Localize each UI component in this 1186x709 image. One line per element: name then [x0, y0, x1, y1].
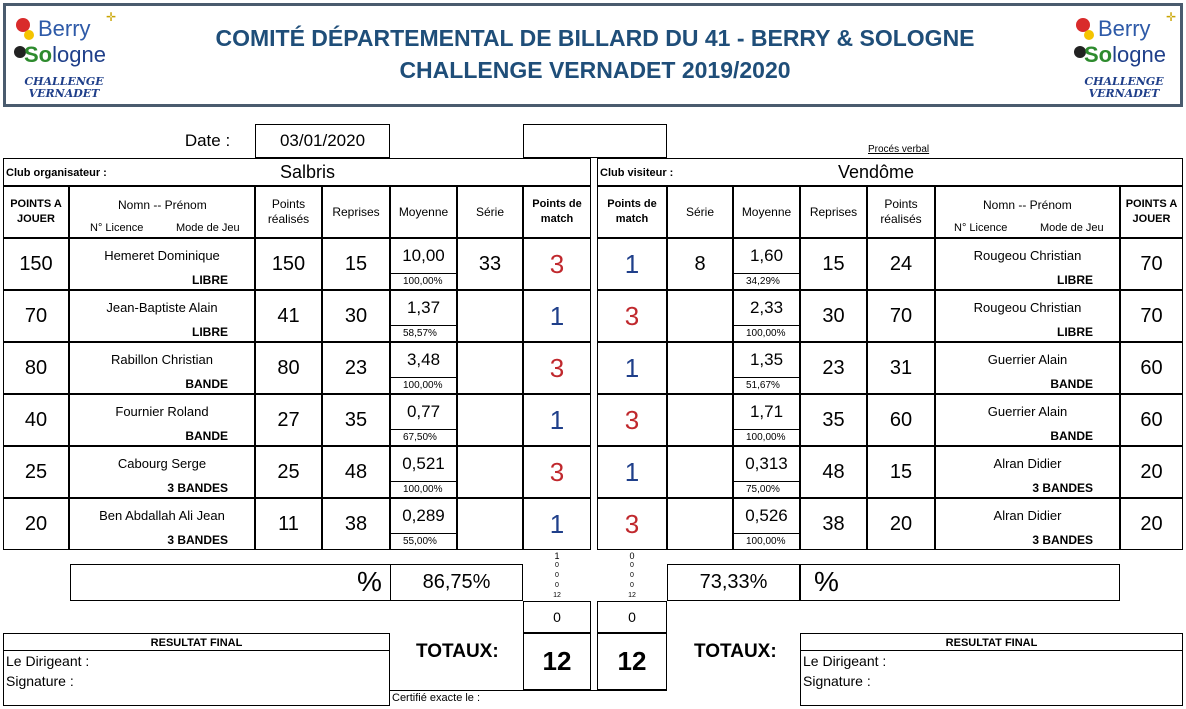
col-left-reprises: Reprises	[322, 186, 390, 238]
left-player-name[interactable]: Hemeret Dominique	[104, 248, 220, 263]
left-moyenne-cell	[390, 394, 457, 446]
right-mini-counts	[597, 551, 667, 601]
left-mini-count: 0	[555, 572, 559, 579]
right-reprises[interactable]: 15	[800, 238, 867, 290]
col-right-mode: Mode de Jeu	[1040, 222, 1104, 234]
right-moyenne: 0,526	[734, 499, 799, 534]
left-result-title: RESULTAT FINAL	[150, 637, 243, 649]
billiard-ball-yellow-icon	[1084, 30, 1094, 40]
right-moyenne: 1,71	[734, 395, 799, 430]
left-moyenne-cell	[390, 446, 457, 498]
right-serie[interactable]	[667, 290, 733, 342]
right-points-realises[interactable]: 70	[867, 290, 935, 342]
col-right-points-match: Points de match	[597, 186, 667, 238]
left-serie[interactable]	[457, 498, 523, 550]
left-points-match: 3	[523, 446, 591, 498]
left-moyenne-pct: 100,00%	[403, 380, 443, 391]
right-serie[interactable]	[667, 446, 733, 498]
col-right-points-a-jouer: POINTS A JOUER	[1120, 186, 1183, 238]
right-total-value: 12	[597, 633, 667, 690]
right-result-title: RESULTAT FINAL	[945, 637, 1038, 649]
right-player-mode[interactable]: BANDE	[1050, 429, 1093, 443]
right-moyenne-pct: 75,00%	[746, 484, 780, 495]
right-points-realises[interactable]: 15	[867, 446, 935, 498]
left-player-name[interactable]: Fournier Roland	[115, 404, 209, 419]
left-serie[interactable]	[457, 342, 523, 394]
left-mini-count: 0	[555, 582, 559, 589]
left-points-a-jouer[interactable]: 70	[3, 290, 69, 342]
right-result-box	[800, 633, 1183, 706]
right-player	[935, 290, 1120, 342]
right-moyenne: 1,60	[734, 239, 799, 274]
right-player	[935, 446, 1120, 498]
left-moyenne: 0,77	[391, 395, 456, 430]
logo-left	[8, 10, 118, 100]
col-left-name: Nomn -- Prénom	[118, 198, 207, 212]
right-moyenne-cell	[733, 446, 800, 498]
right-points-a-jouer[interactable]: 20	[1120, 446, 1183, 498]
right-reprises[interactable]: 38	[800, 498, 867, 550]
page-title: COMITÉ DÉPARTEMENTAL DE BILLARD DU 41 - BERRY & SOLOGNE	[215, 25, 975, 51]
left-reprises[interactable]: 23	[322, 342, 390, 394]
left-player-name[interactable]: Rabillon Christian	[111, 352, 213, 367]
right-mini-count: 0	[630, 572, 634, 579]
date-label: Date :	[184, 131, 231, 150]
certifie-label: Certifié exacte le :	[392, 692, 481, 704]
left-points-match: 1	[523, 394, 591, 446]
left-percent-value: 86,75%	[390, 564, 523, 601]
right-points-a-jouer[interactable]: 20	[1120, 498, 1183, 550]
right-player	[935, 394, 1120, 446]
right-points-realises[interactable]: 60	[867, 394, 935, 446]
right-moyenne-pct: 100,00%	[746, 432, 786, 443]
left-points-match: 1	[523, 498, 591, 550]
right-summary-box	[800, 564, 1120, 601]
left-player	[69, 394, 255, 446]
totaux-label: TOTAUX:	[416, 641, 499, 662]
footer-divider	[390, 690, 667, 691]
right-moyenne-pct: 51,67%	[746, 380, 780, 391]
right-points-realises[interactable]: 20	[867, 498, 935, 550]
right-moyenne-cell	[733, 394, 800, 446]
right-points-match: 1	[597, 342, 667, 394]
left-reprises[interactable]: 15	[322, 238, 390, 290]
page-subtitle: CHALLENGE VERNADET 2019/2020	[399, 57, 791, 83]
col-left-points-realises: Points réalisés	[255, 186, 322, 238]
left-serie[interactable]	[457, 394, 523, 446]
left-moyenne-pct: 100,00%	[403, 484, 443, 495]
col-right-reprises: Reprises	[800, 186, 867, 238]
right-player	[935, 342, 1120, 394]
left-mini-counts	[523, 551, 591, 601]
left-moyenne-pct: 67,50%	[403, 432, 437, 443]
logo-challenge-text: CHALLENGE VERNADET	[1084, 75, 1164, 100]
right-points-a-jouer[interactable]: 70	[1120, 290, 1183, 342]
billiard-ball-yellow-icon	[24, 30, 34, 40]
right-player-mode[interactable]: BANDE	[1050, 377, 1093, 391]
left-zero-cell: 0	[523, 601, 591, 633]
col-left-licence: N° Licence	[90, 222, 144, 234]
right-serie[interactable]	[667, 394, 733, 446]
right-player-mode[interactable]: 3 BANDES	[1032, 533, 1093, 547]
right-percent-value: 73,33%	[667, 564, 800, 601]
right-points-realises[interactable]: 31	[867, 342, 935, 394]
right-player-mode[interactable]: 3 BANDES	[1032, 481, 1093, 495]
date-field[interactable]: 03/01/2020	[255, 124, 390, 158]
left-moyenne: 3,48	[391, 343, 456, 378]
left-moyenne-cell	[390, 342, 457, 394]
logo-right	[1068, 10, 1178, 100]
right-player-name[interactable]: Guerrier Alain	[987, 404, 1068, 419]
left-total-value: 12	[523, 633, 591, 690]
left-points-realises[interactable]: 41	[255, 290, 322, 342]
col-right-moyenne: Moyenne	[733, 186, 800, 238]
right-player	[935, 238, 1120, 290]
left-player-mode[interactable]: BANDE	[185, 377, 228, 391]
right-moyenne: 1,35	[734, 343, 799, 378]
left-player-mode[interactable]: BANDE	[185, 429, 228, 443]
right-moyenne-cell	[733, 342, 800, 394]
proces-verbal-link[interactable]: Procés verbal	[868, 144, 930, 155]
right-reprises[interactable]: 30	[800, 290, 867, 342]
left-moyenne-pct: 55,00%	[403, 536, 437, 547]
left-mini-count: 1	[554, 551, 560, 561]
right-serie[interactable]: 8	[667, 238, 733, 290]
right-points-match: 1	[597, 446, 667, 498]
right-mini-count: 0	[630, 562, 634, 569]
left-moyenne: 0,289	[391, 499, 456, 534]
left-player-name[interactable]: Ben Abdallah Ali Jean	[99, 508, 225, 523]
left-moyenne: 10,00	[391, 239, 456, 274]
left-moyenne-cell	[390, 238, 457, 290]
col-right-name-header	[935, 186, 1120, 238]
left-percent-symbol: %	[357, 566, 382, 597]
left-serie[interactable]	[457, 290, 523, 342]
totaux-label-right: TOTAUX:	[694, 641, 777, 662]
left-points-realises[interactable]: 11	[255, 498, 322, 550]
logo-berry-text: Berry	[38, 16, 91, 41]
left-moyenne-pct: 100,00%	[403, 276, 443, 287]
club-org-label: Club organisateur :	[6, 167, 107, 179]
left-moyenne: 0,521	[391, 447, 456, 482]
col-right-serie: Série	[667, 186, 733, 238]
right-player-mode[interactable]: LIBRE	[1057, 273, 1093, 287]
plus-icon: ✛	[1166, 10, 1177, 24]
right-moyenne-cell	[733, 290, 800, 342]
right-reprises[interactable]: 35	[800, 394, 867, 446]
left-points-a-jouer[interactable]: 20	[3, 498, 69, 550]
left-serie[interactable]	[457, 446, 523, 498]
col-left-moyenne: Moyenne	[390, 186, 457, 238]
totals-left-label-box	[390, 633, 523, 706]
left-moyenne-pct: 58,57%	[403, 328, 437, 339]
left-player-mode[interactable]: 3 BANDES	[167, 481, 228, 495]
club-vis-value[interactable]: Vendôme	[838, 162, 915, 182]
col-left-mode: Mode de Jeu	[176, 222, 240, 234]
left-reprises[interactable]: 30	[322, 290, 390, 342]
right-player-name[interactable]: Rougeou Christian	[973, 248, 1082, 263]
right-mini-count: 0	[629, 551, 635, 561]
left-player-mode[interactable]: LIBRE	[192, 325, 228, 339]
col-left-name-header	[69, 186, 255, 238]
left-points-a-jouer[interactable]: 80	[3, 342, 69, 394]
right-player-name[interactable]: Guerrier Alain	[987, 352, 1068, 367]
right-player-name[interactable]: Alran Didier	[993, 456, 1062, 471]
left-player-name[interactable]: Cabourg Serge	[117, 456, 207, 471]
left-points-a-jouer[interactable]: 25	[3, 446, 69, 498]
right-mini-count: 0	[630, 582, 634, 589]
left-points-a-jouer[interactable]: 40	[3, 394, 69, 446]
right-moyenne-cell	[733, 238, 800, 290]
right-zero-cell: 0	[597, 601, 667, 633]
col-right-points-realises: Points réalisés	[867, 186, 935, 238]
plus-icon: ✛	[106, 10, 117, 24]
right-points-match: 3	[597, 498, 667, 550]
right-moyenne-pct: 100,00%	[746, 536, 786, 547]
right-moyenne-pct: 34,29%	[746, 276, 780, 287]
left-player	[69, 446, 255, 498]
right-serie[interactable]	[667, 342, 733, 394]
left-points-realises[interactable]: 150	[255, 238, 322, 290]
col-right-licence: N° Licence	[954, 222, 1008, 234]
left-serie[interactable]: 33	[457, 238, 523, 290]
left-reprises[interactable]: 48	[322, 446, 390, 498]
right-moyenne-cell	[733, 498, 800, 550]
club-vis-row	[597, 158, 1183, 186]
club-org-row	[3, 158, 591, 186]
left-points-a-jouer[interactable]: 150	[3, 238, 69, 290]
right-player	[935, 498, 1120, 550]
left-moyenne-cell	[390, 498, 457, 550]
right-player-mode[interactable]: LIBRE	[1057, 325, 1093, 339]
left-points-match: 3	[523, 342, 591, 394]
left-player-mode[interactable]: 3 BANDES	[167, 533, 228, 547]
right-serie[interactable]	[667, 498, 733, 550]
left-reprises[interactable]: 35	[322, 394, 390, 446]
left-points-realises[interactable]: 25	[255, 446, 322, 498]
right-points-a-jouer[interactable]: 70	[1120, 238, 1183, 290]
left-points-realises[interactable]: 80	[255, 342, 322, 394]
right-points-a-jouer[interactable]: 60	[1120, 394, 1183, 446]
left-result-box	[3, 633, 390, 706]
left-moyenne: 1,37	[391, 291, 456, 326]
right-points-match: 1	[597, 238, 667, 290]
left-mini-count: 12	[553, 592, 561, 599]
right-player-name[interactable]: Rougeou Christian	[973, 300, 1082, 315]
right-reprises[interactable]: 48	[800, 446, 867, 498]
left-points-realises[interactable]: 27	[255, 394, 322, 446]
right-points-realises[interactable]: 24	[867, 238, 935, 290]
blank-box	[523, 124, 667, 158]
left-player	[69, 498, 255, 550]
logo-challenge-text: CHALLENGE VERNADET	[24, 75, 104, 100]
right-player-name[interactable]: Alran Didier	[993, 508, 1062, 523]
left-player-name[interactable]: Jean-Baptiste Alain	[106, 300, 218, 315]
col-left-serie: Série	[457, 186, 523, 238]
left-player	[69, 290, 255, 342]
logo-sologne-text: Sologne	[24, 42, 106, 67]
right-signature-label: Signature :	[803, 673, 871, 689]
left-reprises[interactable]: 38	[322, 498, 390, 550]
left-player	[69, 238, 255, 290]
right-moyenne-pct: 100,00%	[746, 328, 786, 339]
right-points-match: 3	[597, 394, 667, 446]
left-mini-count: 0	[555, 562, 559, 569]
right-reprises[interactable]: 23	[800, 342, 867, 394]
logo-berry-text: Berry	[1098, 16, 1151, 41]
left-points-match: 1	[523, 290, 591, 342]
col-left-points-match: Points de match	[523, 186, 591, 238]
right-dirigeant-label: Le Dirigeant :	[803, 653, 887, 669]
col-left-points-a-jouer: POINTS A JOUER	[3, 186, 69, 238]
logo-sologne-text: Sologne	[1084, 42, 1166, 67]
left-dirigeant-label: Le Dirigeant :	[6, 653, 90, 669]
left-player-mode[interactable]: LIBRE	[192, 273, 228, 287]
right-points-match: 3	[597, 290, 667, 342]
right-moyenne: 0,313	[734, 447, 799, 482]
club-vis-label: Club visiteur :	[600, 167, 674, 179]
right-mini-count: 12	[628, 592, 636, 599]
right-points-a-jouer[interactable]: 60	[1120, 342, 1183, 394]
left-points-match: 3	[523, 238, 591, 290]
right-moyenne: 2,33	[734, 291, 799, 326]
col-right-name: Nomn -- Prénom	[983, 198, 1072, 212]
left-signature-label: Signature :	[6, 673, 74, 689]
right-percent-symbol: %	[814, 566, 839, 597]
left-moyenne-cell	[390, 290, 457, 342]
left-player	[69, 342, 255, 394]
club-org-value[interactable]: Salbris	[280, 162, 336, 182]
